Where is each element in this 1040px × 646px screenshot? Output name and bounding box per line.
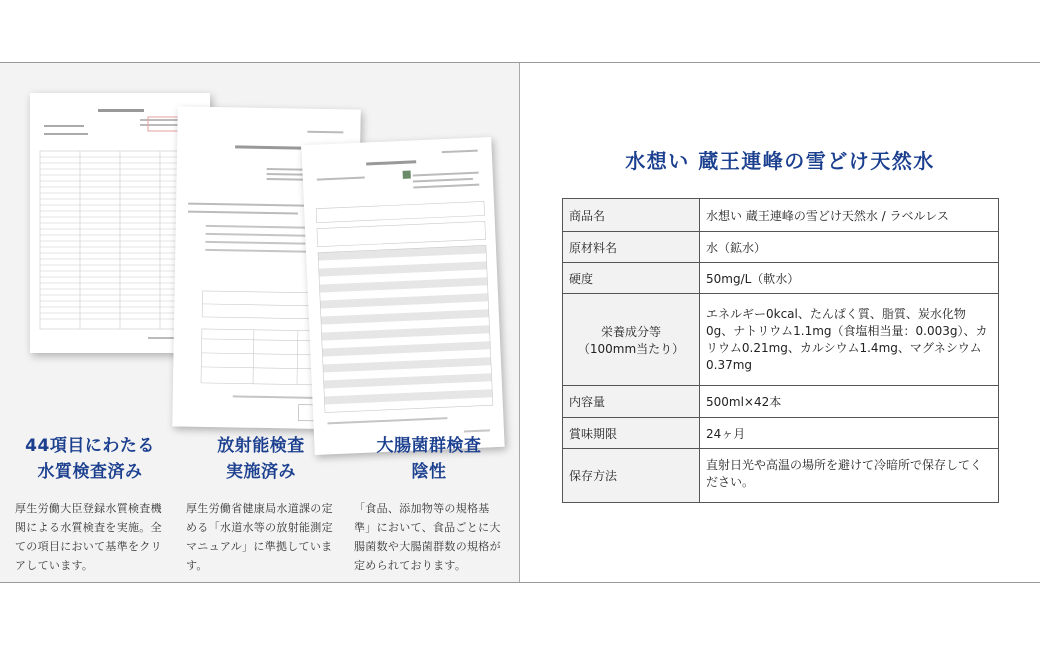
- inspection-panel: [0, 63, 519, 582]
- spec-value: 50mg/L（軟水）: [700, 263, 999, 294]
- table-row: [563, 418, 999, 449]
- table-row: [563, 449, 999, 503]
- spec-key: 栄養成分等 （100mm当たり）: [563, 294, 700, 386]
- spec-key: 保存方法: [563, 449, 700, 503]
- spec-key: 内容量: [563, 386, 700, 418]
- table-row: [563, 386, 999, 418]
- spec-value: 水想い 蔵王連峰の雪どけ天然水 / ラベルレス: [700, 199, 999, 232]
- feature-water-quality: [15, 433, 165, 575]
- table-row: [563, 232, 999, 263]
- spec-key: 硬度: [563, 263, 700, 294]
- product-title: 水想い 蔵王連峰の雪どけ天然水: [625, 149, 935, 173]
- table-row: [563, 263, 999, 294]
- feature-radioactivity: [186, 433, 336, 575]
- feature-title: 放射能検査 実施済み: [217, 436, 305, 482]
- spec-value: 水（鉱水）: [700, 232, 999, 263]
- spec-value: 24ヶ月: [700, 418, 999, 449]
- feature-title: 44項目にわたる 水質検査済み: [25, 436, 155, 482]
- inspection-result-image: [301, 137, 504, 455]
- feature-description: 「食品、添加物等の規格基準」において、食品ごとに大腸菌数や大腸菌群数の規格が定められております。: [354, 502, 501, 572]
- spec-value: エネルギー0kcal、たんぱく質、脂質、炭水化物0g、ナトリウム1.1mg（食塩相当量：0.003g）、カリウム0.21mg、カルシウム1.4mg、マグネシウム0.37mg: [700, 294, 999, 386]
- feature-title: 大腸菌群検査 陰性: [376, 436, 482, 482]
- spec-value: 500ml×42本: [700, 386, 999, 418]
- spec-value: 直射日光や高温の場所を避けて冷暗所で保存してください。: [700, 449, 999, 503]
- spec-key: 商品名: [563, 199, 700, 232]
- spec-key: 原材料名: [563, 232, 700, 263]
- product-spec-table: [562, 198, 999, 503]
- feature-description: 厚生労働大臣登録水質検査機関による水質検査を実施。全ての項目において基準をクリアしています。: [15, 502, 162, 572]
- table-row: [563, 294, 999, 386]
- table-row: [563, 199, 999, 232]
- product-panel: [520, 63, 1040, 582]
- inspection-documents: [0, 63, 519, 418]
- content-band: [0, 62, 1040, 583]
- spec-key: 賞味期限: [563, 418, 700, 449]
- feature-coliform: [354, 433, 504, 575]
- inspection-result-illustration: [301, 137, 504, 455]
- feature-description: 厚生労働省健康局水道課の定める「水道水等の放射能測定マニュアル」に準拠しています。: [186, 502, 333, 572]
